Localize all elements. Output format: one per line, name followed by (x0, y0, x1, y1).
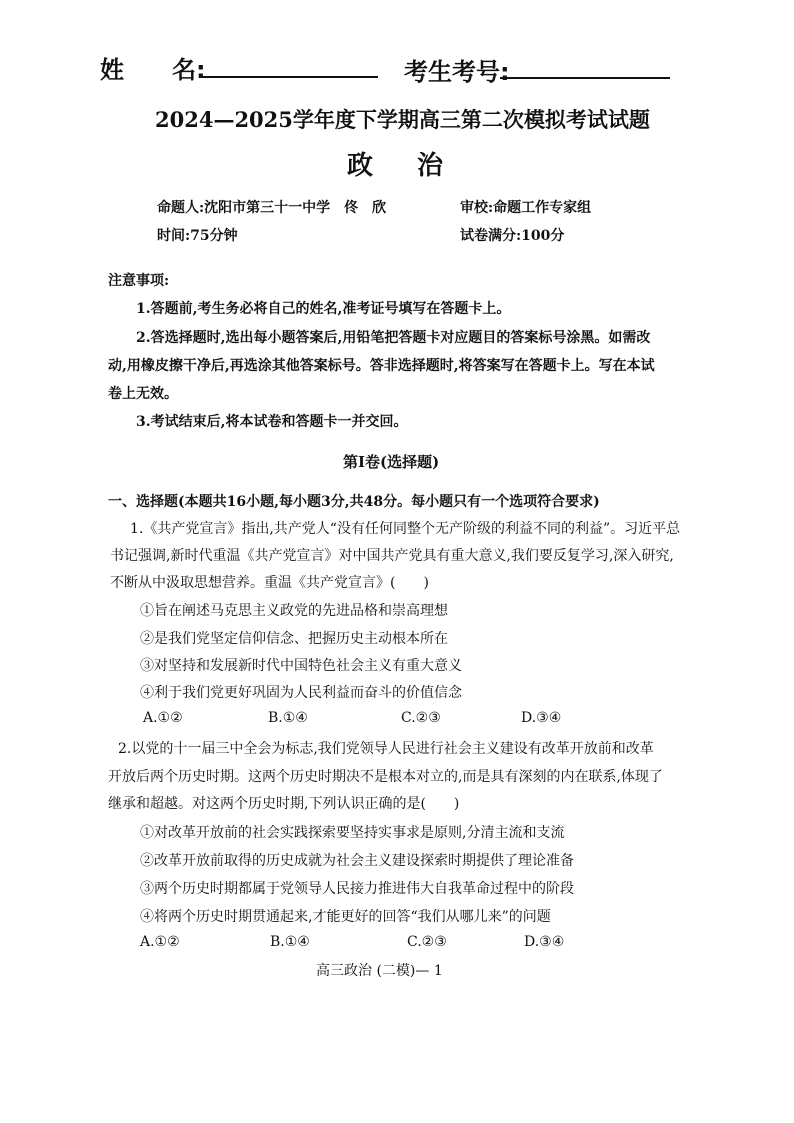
q2-stem-line-3: 继承和超越。对这两个历史时期,下列认识正确的是( ) (108, 796, 460, 812)
q1-statement-4: ④利于我们党更好巩固为人民利益而奋斗的价值信念 (140, 685, 462, 701)
q2-option-a[interactable]: A.①② (140, 934, 180, 950)
q1-statement-1: ①旨在阐述马克思主义政党的先进品格和崇高理想 (140, 603, 448, 619)
q2-option-d[interactable]: D.③④ (524, 934, 565, 950)
notice-item-2-end: 卷上无效。 (108, 386, 178, 402)
notice-item-2: 2.答选择题时,选出每小题答案后,用铅笔把答题卡对应题目的答案标号涂黑。如需改 (136, 330, 651, 346)
q2-statement-1: ①对改革开放前的社会实践探索要坚持实事求是原则,分清主流和支流 (140, 825, 565, 841)
part-title: 第Ⅰ卷(选择题) (343, 453, 440, 471)
q1-option-b[interactable]: B.①④ (268, 710, 308, 726)
notice-heading: 注意事项: (108, 273, 170, 289)
q2-stem-line-2: 开放后两个历史时期。这两个历史时期决不是根本对立的,而是具有深刻的内在联系,体现了 (108, 769, 663, 785)
q1-stem-line-3: 不断从中汲取思想营养。重温《共产党宣言》( ) (110, 575, 429, 591)
notice-item-3: 3.考试结束后,将本试卷和答题卡一并交回。 (136, 414, 408, 430)
q1-option-d[interactable]: D.③④ (521, 710, 562, 726)
q2-option-b[interactable]: B.①④ (270, 934, 310, 950)
q2-statement-2: ②改革开放前取得的历史成就为社会主义建设探索时期提供了理论准备 (140, 853, 574, 869)
q1-stem-line-1: 1.《共产党宣言》指出,共产党人“没有任何同整个无产阶级的利益不同的利益”。习近平总 (130, 521, 681, 537)
q2-stem-line-1: 2.以党的十一届三中全会为标志,我们党领导人民进行社会主义建设有改革开放前和改革 (118, 741, 654, 757)
author-line: 命题人:沈阳市第三十一中学 佟 欣 (157, 200, 387, 216)
section-title: 一、选择题(本题共16小题,每小题3分,共48分。每小题只有一个选项符合要求) (108, 494, 600, 510)
exam-id-field[interactable] (500, 77, 670, 79)
name-label: 姓 名: (100, 56, 206, 84)
score-line: 试卷满分:100分 (460, 228, 565, 244)
q1-statement-2: ②是我们党坚定信仰信念、把握历史主动根本所在 (140, 631, 448, 647)
exam-id-label: 考生考号: (404, 58, 510, 86)
time-line: 时间:75分钟 (157, 228, 238, 244)
q1-option-a[interactable]: A.①② (143, 710, 183, 726)
q1-option-c[interactable]: C.②③ (401, 710, 441, 726)
notice-item-2-cont: 动,用橡皮擦干净后,再选涂其他答案标号。答非选择题时,将答案写在答题卡上。写在本试 (108, 358, 655, 374)
q2-option-c[interactable]: C.②③ (407, 934, 447, 950)
exam-title: 2024—2025学年度下学期高三第二次模拟考试试题 (155, 107, 650, 132)
subject-title: 政治 (347, 151, 488, 181)
notice-item-1: 1.答题前,考生务必将自己的姓名,准考证号填写在答题卡上。 (136, 301, 511, 317)
name-field[interactable] (200, 76, 378, 78)
reviewer-line: 审校:命题工作专家组 (460, 200, 592, 216)
q1-stem-line-2: 书记强调,新时代重温《共产党宣言》对中国共产党具有重大意义,我们要反复学习,深入研究, (110, 548, 674, 564)
q2-statement-4: ④将两个历史时期贯通起来,才能更好的回答“我们从哪儿来”的问题 (140, 909, 551, 925)
q2-statement-3: ③两个历史时期都属于党领导人民接力推进伟大自我革命过程中的阶段 (140, 881, 574, 897)
q1-statement-3: ③对坚持和发展新时代中国特色社会主义有重大意义 (140, 658, 462, 674)
page-footer: 高三政治 (二模)— 1 (316, 963, 443, 979)
